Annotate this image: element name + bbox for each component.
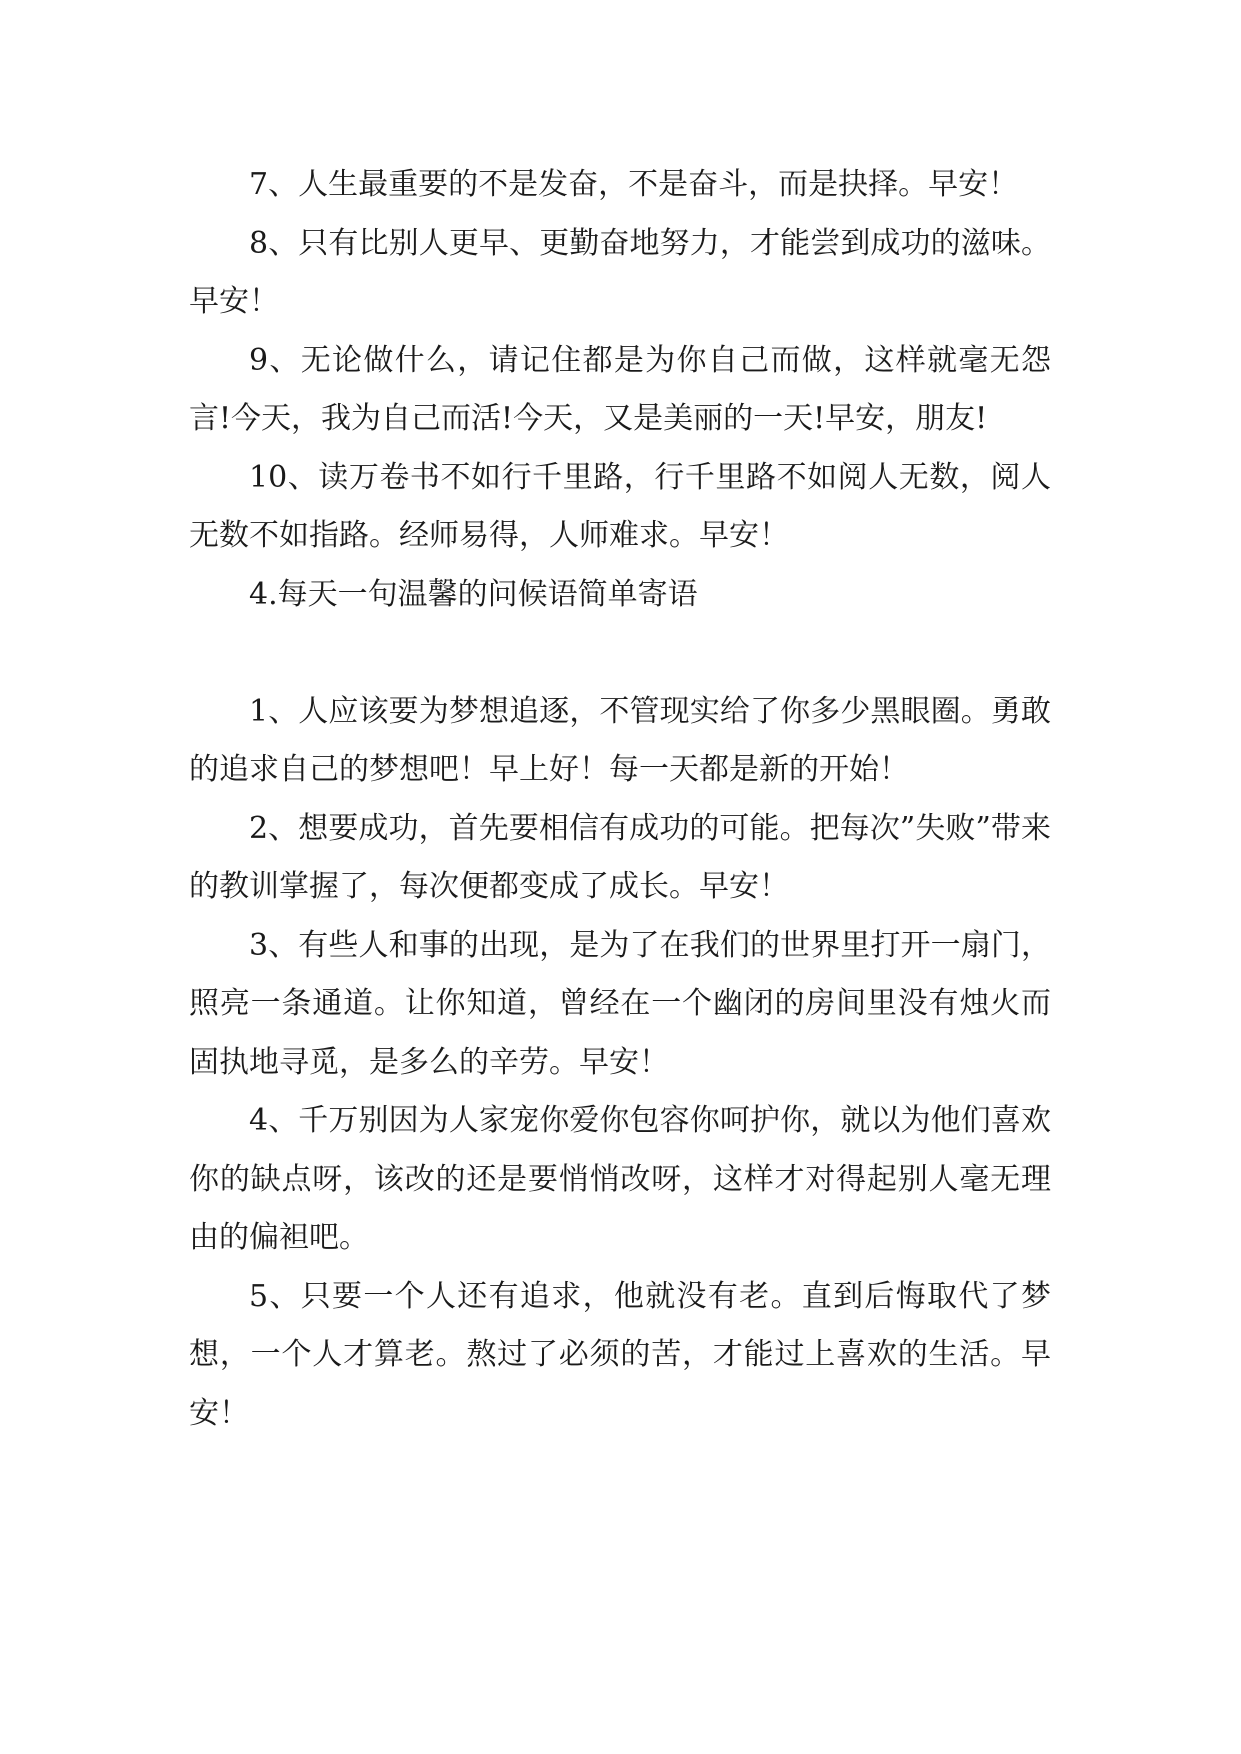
paragraph-7: 7、人生最重要的不是发奋，不是奋斗，而是抉择。早安！: [249, 167, 1019, 202]
document-body: [189, 156, 1051, 1443]
paragraph-5: 5、只要一个人还有追求，他就没有老。直到后悔取代了梦想，一个人才算老。熬过了必须的苦，才能过上喜欢的生活。早安！: [189, 1278, 1051, 1431]
paragraph-2: 2、想要成功，首先要相信有成功的可能。把每次”失败”带来的教训掌握了，每次便都变成了成长。早安！: [189, 810, 1051, 904]
paragraph-9: 9、无论做什么，请记住都是为你自己而做，这样就毫无怨言!今天，我为自己而活!今天，又是美丽的一天!早安，朋友!: [189, 342, 1051, 436]
section-heading: 4.每天一句温馨的问候语简单寄语: [249, 576, 698, 612]
paragraph-10: 10、读万卷书不如行千里路，行千里路不如阅人无数，阅人无数不如指路。经师易得，人师难求。早安！: [189, 459, 1051, 553]
blank-line: [189, 624, 1051, 683]
paragraph-1: 1、人应该要为梦想追逐，不管现实给了你多少黑眼圈。勇敢的追求自己的梦想吧！早上好！每一天都是新的开始！: [189, 693, 1051, 787]
paragraph-4: 4、千万别因为人家宠你爱你包容你呵护你，就以为他们喜欢你的缺点呀，该改的还是要悄悄改呀，这样才对得起别人毫无理由的偏袒吧。: [189, 1103, 1051, 1255]
paragraph-8: 8、只有比别人更早、更勤奋地努力，才能尝到成功的滋味。早安！: [189, 225, 1051, 319]
paragraph-3: 3、有些人和事的出现，是为了在我们的世界里打开一扇门，照亮一条通道。让你知道，曾经在一个幽闭的房间里没有烛火而固执地寻觅，是多么的辛劳。早安！: [189, 927, 1051, 1080]
